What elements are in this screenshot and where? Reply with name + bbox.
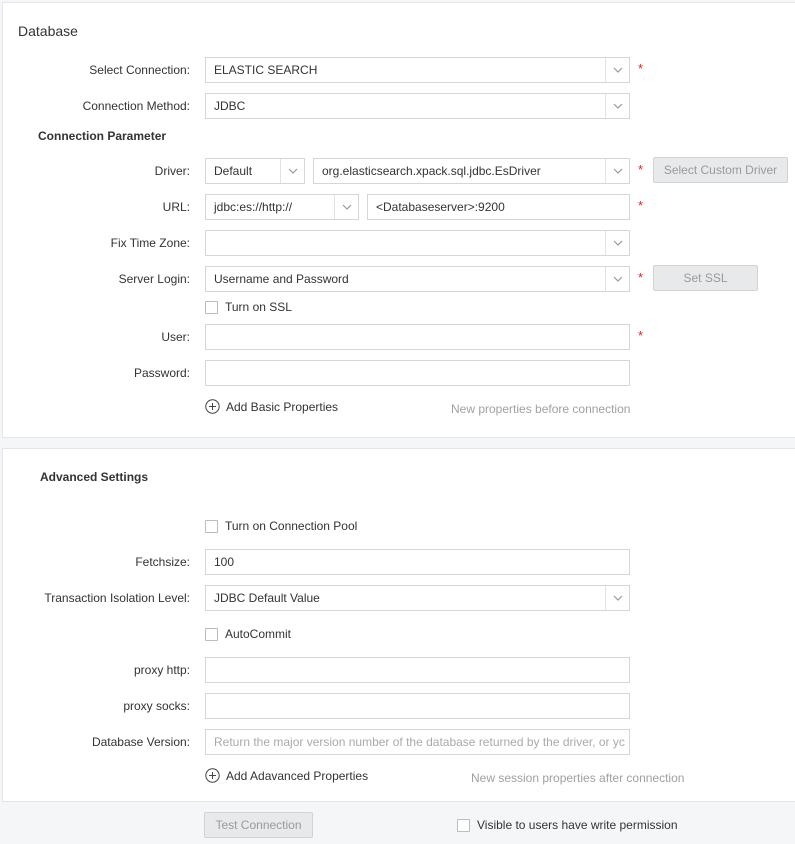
set-ssl-button[interactable]: Set SSL: [653, 265, 758, 291]
add-basic-properties-button[interactable]: [205, 399, 338, 414]
password-input[interactable]: [205, 360, 630, 386]
transaction-isolation-dropdown[interactable]: JDBC Default Value: [205, 585, 630, 611]
driver-class-dropdown[interactable]: org.elasticsearch.xpack.sql.jdbc.EsDriver: [313, 158, 630, 184]
chevron-down-icon[interactable]: [605, 58, 629, 82]
checkbox-box[interactable]: [205, 301, 218, 314]
driver-label: Driver:: [154, 164, 190, 178]
add-advanced-hint: New session properties after connection: [471, 771, 685, 785]
fetchsize-label: Fetchsize:: [135, 555, 190, 569]
add-basic-properties-label: Add Basic Properties: [226, 399, 339, 414]
visible-to-users-checkbox[interactable]: [457, 818, 678, 832]
server-login-label: Server Login:: [118, 272, 190, 286]
proxy-socks-label: proxy socks:: [123, 699, 190, 713]
required-mark: *: [638, 61, 644, 76]
checkbox-box[interactable]: [205, 520, 218, 533]
proxy-http-label: proxy http:: [133, 663, 190, 677]
select-custom-driver-button[interactable]: Select Custom Driver: [653, 157, 788, 183]
add-basic-hint: New properties before connection: [451, 402, 631, 416]
driver-type-dropdown[interactable]: Default: [205, 158, 305, 184]
proxy-socks-input[interactable]: [205, 693, 630, 719]
plus-circle-icon: [205, 399, 220, 414]
server-login-dropdown[interactable]: Username and Password: [205, 266, 630, 292]
required-mark: *: [638, 328, 644, 343]
test-connection-button[interactable]: Test Connection: [204, 812, 313, 838]
autocommit-checkbox[interactable]: [205, 627, 291, 641]
chevron-down-icon[interactable]: [605, 159, 629, 183]
database-version-label: Database Version:: [91, 735, 190, 749]
turn-on-ssl-checkbox[interactable]: [205, 300, 292, 314]
chevron-down-icon[interactable]: [605, 267, 629, 291]
connection-pool-label: Turn on Connection Pool: [225, 519, 358, 533]
connection-method-label: Connection Method:: [82, 99, 190, 113]
user-input[interactable]: [205, 324, 630, 350]
url-host-input[interactable]: <Databaseserver>:9200: [367, 194, 630, 220]
required-mark: *: [638, 198, 644, 213]
autocommit-label: AutoCommit: [225, 627, 292, 641]
required-mark: *: [638, 162, 644, 177]
turn-on-ssl-label: Turn on SSL: [225, 300, 292, 314]
transaction-isolation-label: Transaction Isolation Level:: [44, 591, 190, 605]
chevron-down-icon[interactable]: [605, 231, 629, 255]
plus-circle-icon: [205, 768, 220, 783]
chevron-down-icon[interactable]: [605, 94, 629, 118]
database-title: Database: [18, 23, 78, 39]
visible-to-users-label: Visible to users have write permission: [477, 818, 678, 832]
fix-time-zone-label: Fix Time Zone:: [110, 236, 190, 250]
proxy-http-input[interactable]: [205, 657, 630, 683]
add-advanced-properties-button[interactable]: [205, 768, 368, 783]
checkbox-box[interactable]: [205, 628, 218, 641]
fetchsize-input[interactable]: 100: [205, 549, 630, 575]
chevron-down-icon[interactable]: [334, 195, 358, 219]
chevron-down-icon[interactable]: [280, 159, 304, 183]
user-label: User:: [161, 330, 190, 344]
checkbox-box[interactable]: [457, 819, 470, 832]
url-prefix-dropdown[interactable]: jdbc:es://http://: [205, 194, 359, 220]
password-label: Password:: [133, 366, 190, 380]
add-advanced-properties-label: Add Adavanced Properties: [226, 768, 369, 783]
select-connection-dropdown[interactable]: ELASTIC SEARCH: [205, 57, 630, 83]
chevron-down-icon[interactable]: [605, 586, 629, 610]
select-connection-label: Select Connection:: [89, 63, 190, 77]
database-version-input[interactable]: Return the major version number of the database returned by the driver, or yc: [205, 729, 630, 755]
required-mark: *: [638, 270, 644, 285]
fix-time-zone-dropdown[interactable]: [205, 230, 630, 256]
connection-parameter-title: Connection Parameter: [38, 129, 167, 143]
url-label: URL:: [162, 200, 190, 214]
connection-pool-checkbox[interactable]: [205, 519, 357, 533]
advanced-settings-title: Advanced Settings: [40, 470, 149, 484]
connection-method-dropdown[interactable]: JDBC: [205, 93, 630, 119]
